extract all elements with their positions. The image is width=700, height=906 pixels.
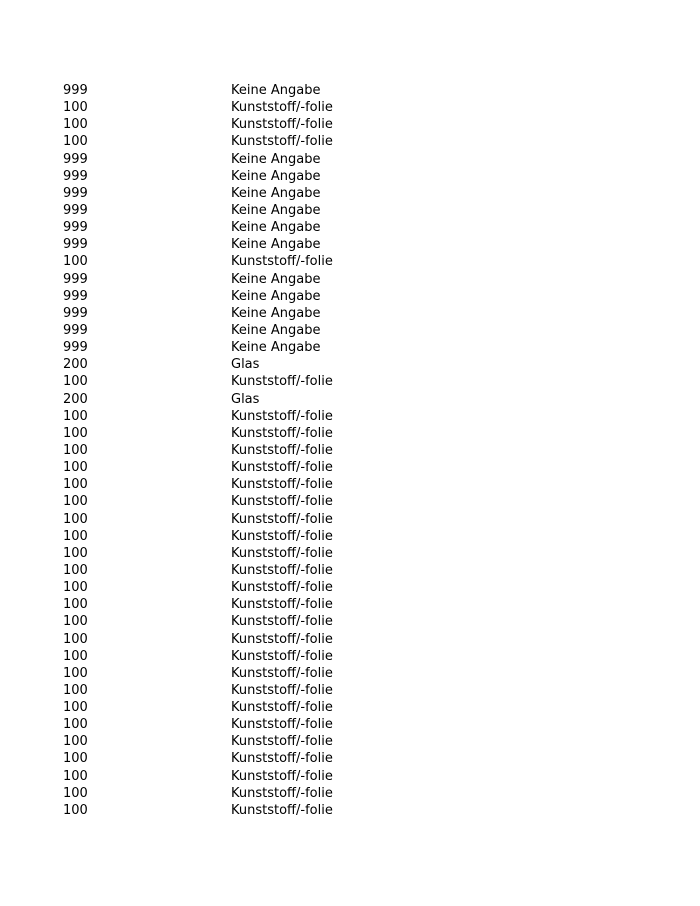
material-label-cell: Kunststoff/-folie <box>231 494 333 510</box>
material-label-cell: Kunststoff/-folie <box>231 768 333 784</box>
table-row <box>63 562 363 579</box>
material-label-cell: Kunststoff/-folie <box>231 717 333 733</box>
table-row <box>63 185 363 202</box>
material-code-cell: 100 <box>63 597 88 613</box>
material-label-cell: Kunststoff/-folie <box>231 597 333 613</box>
material-label-cell: Kunststoff/-folie <box>231 117 333 133</box>
material-label-cell: Kunststoff/-folie <box>231 785 333 801</box>
material-label-cell: Keine Angabe <box>231 185 321 201</box>
table-row <box>63 425 363 442</box>
material-code-cell: 999 <box>63 83 88 98</box>
material-code-cell: 100 <box>63 511 88 527</box>
material-code-cell: 999 <box>63 202 88 218</box>
table-row <box>63 579 363 596</box>
material-label-cell: Kunststoff/-folie <box>231 802 333 818</box>
table-row <box>63 442 363 459</box>
table-row <box>63 236 363 253</box>
material-label-cell: Kunststoff/-folie <box>231 460 333 476</box>
material-code-cell: 100 <box>63 100 88 116</box>
material-label-cell: Kunststoff/-folie <box>231 682 333 698</box>
table-row <box>63 116 363 133</box>
material-label-cell: Kunststoff/-folie <box>231 528 333 544</box>
material-code-cell: 999 <box>63 288 88 304</box>
table-row <box>63 476 363 493</box>
table-row <box>63 716 363 733</box>
table-row <box>63 493 363 510</box>
table-row <box>63 648 363 665</box>
material-code-cell: 100 <box>63 665 88 681</box>
material-code-cell: 100 <box>63 425 88 441</box>
material-code-cell: 100 <box>63 700 88 716</box>
material-code-cell: 100 <box>63 134 88 150</box>
material-label-cell: Kunststoff/-folie <box>231 425 333 441</box>
table-row <box>63 305 363 322</box>
material-label-cell: Kunststoff/-folie <box>231 751 333 767</box>
table-row <box>63 356 363 373</box>
material-label-cell: Kunststoff/-folie <box>231 562 333 578</box>
material-label-cell: Glas <box>231 391 260 407</box>
material-label-cell: Kunststoff/-folie <box>231 254 333 270</box>
material-code-cell: 100 <box>63 408 88 424</box>
material-code-cell: 100 <box>63 117 88 133</box>
table-row <box>63 151 363 168</box>
table-row <box>63 528 363 545</box>
material-label-cell: Keine Angabe <box>231 237 321 253</box>
material-code-cell: 100 <box>63 682 88 698</box>
material-label-cell: Kunststoff/-folie <box>231 580 333 596</box>
table-row <box>63 682 363 699</box>
material-label-cell: Keine Angabe <box>231 168 321 184</box>
material-code-cell: 100 <box>63 562 88 578</box>
material-code-cell: 100 <box>63 477 88 493</box>
material-label-cell: Keine Angabe <box>231 271 321 287</box>
material-label-cell: Keine Angabe <box>231 322 321 338</box>
material-code-cell: 100 <box>63 717 88 733</box>
material-code-cell: 999 <box>63 271 88 287</box>
table-row <box>63 99 363 116</box>
table-row <box>63 253 363 270</box>
material-label-cell: Kunststoff/-folie <box>231 511 333 527</box>
material-label-cell: Glas <box>231 357 260 373</box>
table-row <box>63 133 363 150</box>
table-row <box>63 202 363 219</box>
material-code-cell: 200 <box>63 391 88 407</box>
table-row <box>63 596 363 613</box>
material-code-cell: 100 <box>63 254 88 270</box>
material-code-cell: 100 <box>63 785 88 801</box>
table-row <box>63 459 363 476</box>
material-label-cell: Kunststoff/-folie <box>231 545 333 561</box>
table-row <box>63 665 363 682</box>
table-row <box>63 322 363 339</box>
material-label-cell: Kunststoff/-folie <box>231 100 333 116</box>
material-code-cell: 999 <box>63 322 88 338</box>
material-label-cell: Kunststoff/-folie <box>231 442 333 458</box>
material-label-cell: Keine Angabe <box>231 305 321 321</box>
material-label-cell: Keine Angabe <box>231 288 321 304</box>
material-code-cell: 999 <box>63 340 88 356</box>
table-row <box>63 511 363 528</box>
material-code-cell: 100 <box>63 751 88 767</box>
material-label-cell: Kunststoff/-folie <box>231 374 333 390</box>
table-row <box>63 785 363 802</box>
material-code-cell: 100 <box>63 648 88 664</box>
table-row <box>63 613 363 630</box>
material-code-cell: 100 <box>63 734 88 750</box>
table-row <box>63 339 363 356</box>
material-code-cell: 100 <box>63 494 88 510</box>
table-row <box>63 271 363 288</box>
table-row <box>63 733 363 750</box>
material-code-cell: 100 <box>63 528 88 544</box>
material-code-cell: 999 <box>63 220 88 236</box>
table-row <box>63 631 363 648</box>
material-code-cell: 100 <box>63 545 88 561</box>
material-code-cell: 100 <box>63 460 88 476</box>
table-row <box>63 750 363 767</box>
material-label-cell: Keine Angabe <box>231 151 321 167</box>
material-code-cell: 100 <box>63 631 88 647</box>
material-code-cell: 100 <box>63 374 88 390</box>
table-row <box>63 373 363 390</box>
material-label-cell: Kunststoff/-folie <box>231 614 333 630</box>
material-code-cell: 999 <box>63 305 88 321</box>
material-code-cell: 100 <box>63 768 88 784</box>
table-row <box>63 545 363 562</box>
data-table <box>63 82 363 819</box>
material-code-cell: 200 <box>63 357 88 373</box>
material-label-cell: Keine Angabe <box>231 202 321 218</box>
table-row <box>63 288 363 305</box>
material-code-cell: 100 <box>63 580 88 596</box>
material-label-cell: Kunststoff/-folie <box>231 408 333 424</box>
material-label-cell: Keine Angabe <box>231 83 321 98</box>
table-row <box>63 768 363 785</box>
table-row <box>63 699 363 716</box>
table-row <box>63 802 363 819</box>
material-label-cell: Kunststoff/-folie <box>231 734 333 750</box>
material-code-cell: 999 <box>63 151 88 167</box>
material-label-cell: Kunststoff/-folie <box>231 631 333 647</box>
material-label-cell: Keine Angabe <box>231 220 321 236</box>
material-code-cell: 100 <box>63 442 88 458</box>
table-row <box>63 168 363 185</box>
table-row <box>63 391 363 408</box>
material-code-cell: 999 <box>63 237 88 253</box>
material-label-cell: Kunststoff/-folie <box>231 134 333 150</box>
material-label-cell: Kunststoff/-folie <box>231 700 333 716</box>
material-code-cell: 100 <box>63 614 88 630</box>
table-row <box>63 82 363 99</box>
material-label-cell: Kunststoff/-folie <box>231 477 333 493</box>
material-label-cell: Kunststoff/-folie <box>231 648 333 664</box>
material-label-cell: Keine Angabe <box>231 340 321 356</box>
material-code-cell: 999 <box>63 185 88 201</box>
table-row <box>63 408 363 425</box>
material-code-cell: 999 <box>63 168 88 184</box>
table-row <box>63 219 363 236</box>
material-label-cell: Kunststoff/-folie <box>231 665 333 681</box>
material-code-cell: 100 <box>63 802 88 818</box>
